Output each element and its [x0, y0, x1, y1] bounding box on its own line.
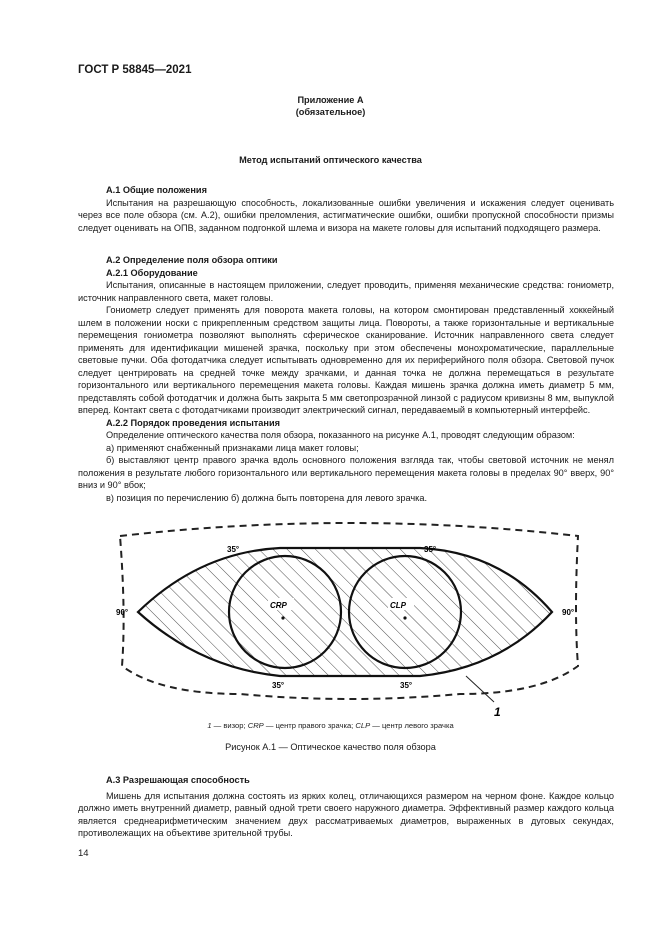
- appendix-subtitle: (обязательное): [295, 107, 366, 117]
- paragraph: Мишень для испытания должна состоять из ярких колец, отличающихся размером на черном фоне. Каждое кольцо должно иметь внутренний диаметр, равный одной трети своего наружного диаметра. Эффективный размер каждого кольца является среднеарифметическим значением двух рассматриваемых диаметров, выраженных в дуговых секундах, противолежащих на объективе зрительной трубы.: [78, 790, 614, 838]
- crp-label: CRP: [270, 601, 287, 610]
- subsection-heading: А.2.1 Оборудование: [106, 267, 198, 278]
- legend-part: — центр левого зрачка: [370, 721, 454, 730]
- section-heading: А.3 Разрешающая способность: [106, 775, 250, 785]
- appendix-main-title: Метод испытаний оптического качества: [239, 155, 422, 165]
- list-item: в) позиция по перечислению б) должна быть повторена для левого зрачка.: [106, 492, 428, 503]
- clp-label: CLP: [390, 601, 406, 610]
- paragraph: Определение оптического качества поля обзора, показанного на рисунке А.1, проводят следующим образом:: [106, 430, 575, 440]
- figure-visor-field-of-view: [100, 518, 600, 736]
- legend-part: — визор;: [211, 721, 248, 730]
- angle-label-left: 90°: [116, 608, 129, 617]
- right-pupil-circle: [229, 556, 341, 668]
- angle-label-bottom-right: 35°: [400, 681, 413, 690]
- subsection-heading: А.2.2 Порядок проведения испытания: [106, 417, 280, 428]
- appendix-title: Приложение А: [297, 95, 364, 105]
- field-of-view-lens: [138, 548, 552, 676]
- section-heading: А.1 Общие положения: [106, 185, 207, 195]
- angle-label-bottom-left: 35°: [272, 681, 285, 690]
- figure-caption: Рисунок А.1 — Оптическое качество поля обзора: [225, 742, 436, 752]
- paragraph: Испытания на разрешающую способность, локализованные ошибки увеличения и искажения следует оценивать через все поле обзора (см. А.2), ошибки преломления, астигматические ошибки, ошибки пропускной способности призмы следует оценивать на ОПВ, заданном подгонкой шлема и визора на макете головы для испытаний подходящего размера.: [78, 197, 614, 233]
- angle-label-right: 90°: [562, 608, 575, 617]
- paragraph: Гониометр следует применять для поворота макета головы, на котором смонтирован представленный хоккейный шлем в положении носки с прикрепленным средством защиты лица. Повороты, а также горизонтальные и вертикальные перемещения гониометра позволяют выполнять сферическое сканирование. Источник направленного света следует применять для идентификации мишеней зрачка, поскольку при этом обеспечены монохроматические, параллельные световые пучки. Оба фотодатчика следует испытывать одновременно для их периферийного поля обзора. Световой пучок следует центрировать на средней точке между зрачками, и данная точка не должна перемещаться в результате горизонтального или вертикального перемещения макета головы. Каждая мишень зрачка должна иметь диаметр 5 мм, представлять собой фотодатчик и должна быть закрыта 5 мм светопрозрачной линзой с радиусом кривизны 8 мм, выпуклой вперед. Контакт света с фотодатчиками производит электрический сигнал, передаваемый в компьютерный интерфейс.: [78, 305, 614, 415]
- angle-label-top-left: 35°: [227, 545, 240, 554]
- legend-part: CRP: [247, 721, 264, 730]
- callout-leader-line: [466, 676, 494, 702]
- legend-part: CLP: [355, 721, 371, 730]
- left-pupil-circle: [349, 556, 461, 668]
- angle-label-top-right: 35°: [424, 545, 437, 554]
- list-item: б) выставляют центр правого зрачка вдоль основного положения взгляда так, чтобы световой источник не менял положения в результате любого горизонтального или вертикального перемещения макета головы в пределах 90° вверх, 90° вниз и 90° вбок;: [78, 455, 614, 490]
- page-number: 14: [78, 848, 89, 859]
- document-standard-number: ГОСТ Р 58845—2021: [78, 64, 192, 76]
- legend-part: 1: [207, 721, 212, 730]
- legend-part: — центр правого зрачка;: [263, 721, 356, 730]
- section-a2: [78, 254, 614, 504]
- figure-legend: [0, 721, 661, 730]
- section-a3: [78, 774, 614, 840]
- paragraph: Испытания, описанные в настоящем приложении, следует проводить, применяя механические средства: гониометр, источник направленного света, макет головы.: [78, 280, 614, 303]
- section-heading: А.2 Определение поля обзора оптики: [106, 255, 278, 265]
- list-item: а) применяют снабженный признаками лица макет головы;: [106, 442, 359, 453]
- callout-label: 1: [494, 705, 501, 719]
- section-a1: [78, 184, 614, 234]
